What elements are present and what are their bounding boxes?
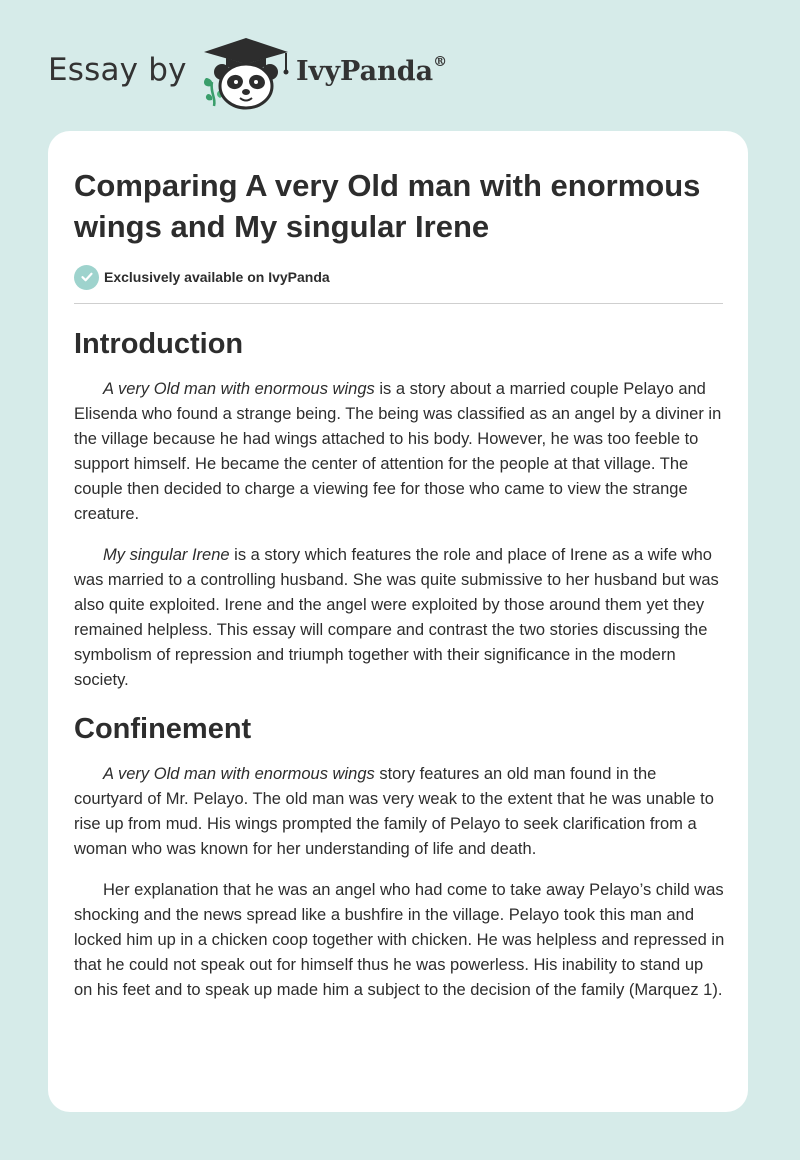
essay-by-label: Essay by (48, 52, 187, 88)
paragraph (74, 762, 726, 862)
section-heading-introduction: Introduction (74, 328, 244, 360)
registered-mark: ® (433, 54, 448, 70)
paragraph-text: story features an old man found in the courtyard of Mr. Pelayo. The old man was very weak to the extent that he was unable to rise up from mud. His wings prompted the family of Pelayo to seek clarification from a woman who was known for her understanding of life and death. (74, 765, 714, 858)
check-circle-icon (74, 265, 99, 290)
title-divider (74, 303, 723, 304)
story-title-emphasis: A very Old man with enormous wings (103, 765, 375, 783)
paragraph-text: is a story about a married couple Pelayo and Elisenda who found a strange being. The being was classified as an angel by a diviner in the village because he had wings attached to his body. However, he was too feeble to support himself. He became the center of attention for the people at that village. The couple then decided to charge a viewing fee for those who came to view the strange creature. (74, 380, 722, 523)
paragraph (74, 377, 726, 527)
story-title-emphasis: A very Old man with enormous wings (103, 380, 375, 398)
paragraph-text: Her explanation that he was an angel who had come to take away Pelayo’s child was shocking and the news spread like a bushfire in the village. Pelayo took this man and locked him up in a chicken coop together with chicken. He was helpless and repressed in that he could not speak out for himself thus he was powerless. His inability to stand up on his feet and to speak up made him a subject to the decision of the family (Marquez 1). (74, 881, 725, 999)
essay-title: Comparing A very Old man with enormous wings and My singular Irene (74, 168, 701, 244)
section-heading-confinement: Confinement (74, 713, 252, 745)
essay-body (74, 324, 726, 1019)
brand-name (296, 56, 447, 87)
paragraph (74, 878, 726, 1003)
essay-card (48, 131, 748, 1112)
paragraph-text: is a story which features the role and place of Irene as a wife who was married to a controlling husband. She was quite submissive to her husband but was also quite exploited. Irene and the angel were exploited by those around them yet they remained helpless. This essay will compare and contrast the two stories discussing the symbolism of repression and triumph together with their significance in the modern society. (74, 546, 719, 689)
exclusive-badge (74, 264, 330, 290)
story-title-emphasis: My singular Irene (103, 546, 230, 564)
exclusive-badge-text: Exclusively available on IvyPanda (104, 269, 330, 285)
brand-header[interactable] (48, 30, 508, 110)
brand-name-text: IvyPanda (296, 56, 434, 87)
ivypanda-logo-icon (200, 36, 292, 110)
paragraph (74, 543, 726, 693)
